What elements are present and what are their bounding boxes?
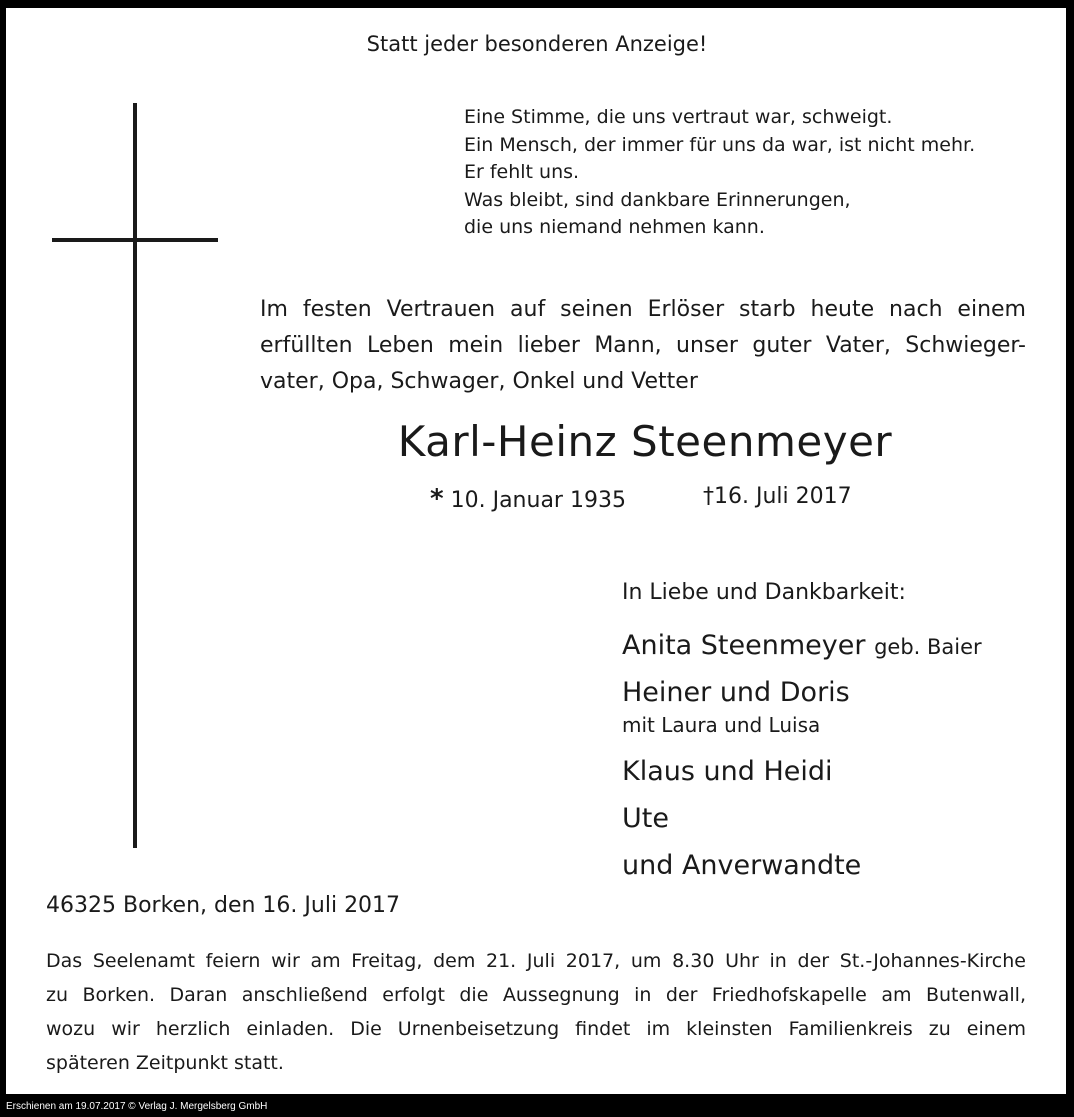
deceased-name: Karl-Heinz Steenmeyer [397, 417, 893, 466]
birth-date [430, 486, 626, 512]
mourner-name: und Anverwandte [622, 850, 862, 881]
birth-date-text: 10. Januar 1935 [450, 488, 626, 513]
intro-line: erfüllten Leben mein lieber Mann, unser guter Vater, Schwieger- [260, 333, 1026, 358]
mourner-name [622, 630, 982, 661]
poem-line: Eine Stimme, die uns vertraut war, schweigt. [464, 106, 893, 128]
poem-line: Ein Mensch, der immer für uns da war, ist nicht mehr. [464, 133, 976, 156]
headline: Statt jeder besonderen Anzeige! [366, 32, 708, 56]
cross-vertical-bar [133, 103, 137, 848]
intro-line: Im festen Vertrauen auf seinen Erlöser starb heute nach einem [260, 297, 1026, 322]
mourner-name: Klaus und Heidi [622, 756, 833, 787]
notice-line: Das Seelenamt feiern wir am Freitag, dem 21. Juli 2017, um 8.30 Uhr in der St.-Johannes-Kirche [46, 950, 1026, 972]
notice-line: zu Borken. Daran anschließend erfolgt die Aussegnung in der Friedhofskapelle am Butenwall, [46, 984, 1026, 1006]
poem [464, 104, 975, 242]
mourner-sub: mit Laura und Luisa [622, 713, 821, 737]
mourner-maiden-name: geb. Baier [874, 635, 982, 659]
mourners-intro: In Liebe und Dankbarkeit: [622, 580, 906, 605]
publication-footer: Erschienen am 19.07.2017 © Verlag J. Mergelsberg GmbH [6, 1101, 268, 1112]
mourner-name-text: Anita Steenmeyer [622, 630, 866, 661]
notice-line: späteren Zeitpunkt statt. [46, 1052, 284, 1074]
poem-line: die uns niemand nehmen kann. [464, 216, 765, 238]
death-announcement-text [260, 296, 1026, 404]
intro-line: vater, Opa, Schwager, Onkel und Vetter [260, 369, 698, 394]
place-date: 46325 Borken, den 16. Juli 2017 [46, 893, 401, 918]
death-date [703, 486, 852, 508]
mourner-name: Ute [622, 803, 669, 834]
poem-line: Er fehlt uns. [464, 161, 580, 183]
poem-line: Was bleibt, sind dankbare Erinnerungen, [464, 188, 851, 211]
mourner-name: Heiner und Doris [622, 677, 850, 708]
birth-star-icon: * [430, 484, 444, 514]
death-dagger-icon: † [703, 484, 714, 509]
cross-horizontal-bar [52, 238, 218, 242]
notice-line: wozu wir herzlich einladen. Die Urnenbeisetzung findet im kleinsten Familienkreis zu einem [46, 1018, 1026, 1040]
funeral-notice [46, 947, 1026, 1083]
death-date-text: 16. Juli 2017 [714, 484, 852, 509]
